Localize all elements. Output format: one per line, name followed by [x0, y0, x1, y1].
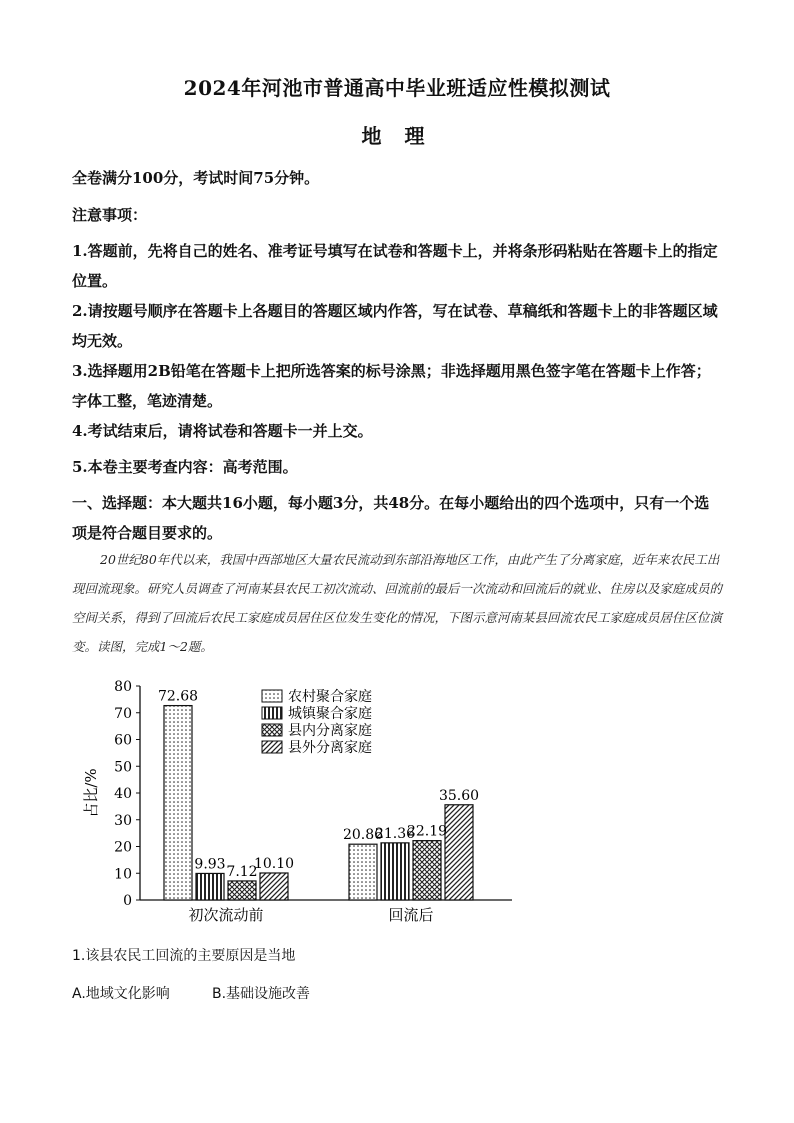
- y-tick-label: 30: [114, 812, 132, 829]
- y-tick-label: 80: [114, 679, 132, 695]
- y-tick-label: 0: [123, 893, 132, 909]
- category-label: 初次流动前: [188, 906, 264, 924]
- notice-3: 3.选择题用2B铅笔在答题卡上把所选答案的标号涂黑；非选择题用黑色签字笔在答题卡上作答；字体工整，笔迹清楚。: [72, 362, 711, 410]
- legend-swatch: [262, 690, 282, 702]
- legend-label: 县外分离家庭: [288, 740, 372, 756]
- data-label: 35.60: [438, 787, 480, 804]
- data-label: 21.36: [374, 825, 416, 842]
- notice-2: 2.请按题号顺序在答题卡上各题目的答题区域内作答，写在试卷、草稿纸和答题卡上的非答题区域均无效。: [72, 302, 718, 350]
- notice-5: 5.本卷主要考查内容：高考范围。: [72, 458, 298, 476]
- question-1-stem: 1.该县农民工回流的主要原因是当地: [72, 948, 296, 964]
- legend-label: 农村聚合家庭: [288, 689, 372, 705]
- household-bar-chart: [72, 672, 532, 932]
- data-label: 9.93: [194, 856, 226, 873]
- notice-4: 4.考试结束后，请将试卷和答题卡一并上交。: [72, 422, 373, 440]
- data-label: 22.19: [406, 823, 448, 840]
- bar-0-2: [228, 881, 256, 900]
- question-1-option-b[interactable]: B.基础设施改善: [212, 986, 311, 1002]
- data-label: 10.10: [253, 855, 295, 872]
- legend-label: 县内分离家庭: [288, 723, 372, 739]
- score-info: 全卷满分100分，考试时间75分钟。: [72, 169, 320, 187]
- reading-passage: 20世纪80年代以来，我国中西部地区大量农民流动到东部沿海地区工作，由此产生了分离家庭，近年来农民工出现回流现象。研究人员调查了河南某县农民工初次流动、回流前的最后一次流动和回流后的就业、住房以及家庭成员的空间关系，得到了回流后农民工家庭成员居住区位发生变化的情况，下图示意河南某县回流农民工家庭成员居住区位演变。读图，完成1～2题。: [72, 552, 723, 654]
- notice-1: 1.答题前，先将自己的姓名、准考证号填写在试卷和答题卡上，并将条形码粘贴在答题卡上的指定位置。: [72, 242, 718, 290]
- legend-swatch: [262, 707, 282, 719]
- exam-title: 2024年河池市普通高中毕业班适应性模拟测试: [183, 76, 611, 100]
- legend-swatch: [262, 741, 282, 753]
- data-label: 20.86: [342, 827, 384, 844]
- bar-0-1: [196, 873, 224, 900]
- category-label: 回流后: [388, 906, 434, 924]
- bar-0-0: [164, 706, 192, 900]
- bar-1-3: [445, 805, 473, 900]
- notice-heading: 注意事项：: [72, 206, 148, 224]
- y-tick-label: 50: [114, 759, 132, 776]
- legend-swatch: [262, 724, 282, 736]
- question-1-option-a[interactable]: A.地域文化影响: [72, 986, 170, 1002]
- bar-1-0: [349, 844, 377, 900]
- y-tick-label: 10: [114, 866, 132, 883]
- y-axis-label: 占比/%: [82, 768, 100, 818]
- y-tick-label: 70: [114, 705, 132, 722]
- bar-1-1: [381, 843, 409, 900]
- section-heading: 一、选择题：本大题共16小题，每小题3分，共48分。在每小题给出的四个选项中，只有一个选项是符合题目要求的。: [72, 494, 710, 542]
- bar-1-2: [413, 841, 441, 900]
- y-tick-label: 60: [114, 732, 132, 749]
- data-label: 7.12: [226, 863, 258, 880]
- y-tick-label: 20: [114, 839, 132, 856]
- legend-label: 城镇聚合家庭: [288, 706, 372, 722]
- bar-0-3: [260, 873, 288, 900]
- subject-title: 地 理: [361, 124, 433, 148]
- chart-legend: [262, 688, 372, 756]
- y-tick-label: 40: [114, 786, 132, 802]
- data-label: 72.68: [157, 688, 199, 705]
